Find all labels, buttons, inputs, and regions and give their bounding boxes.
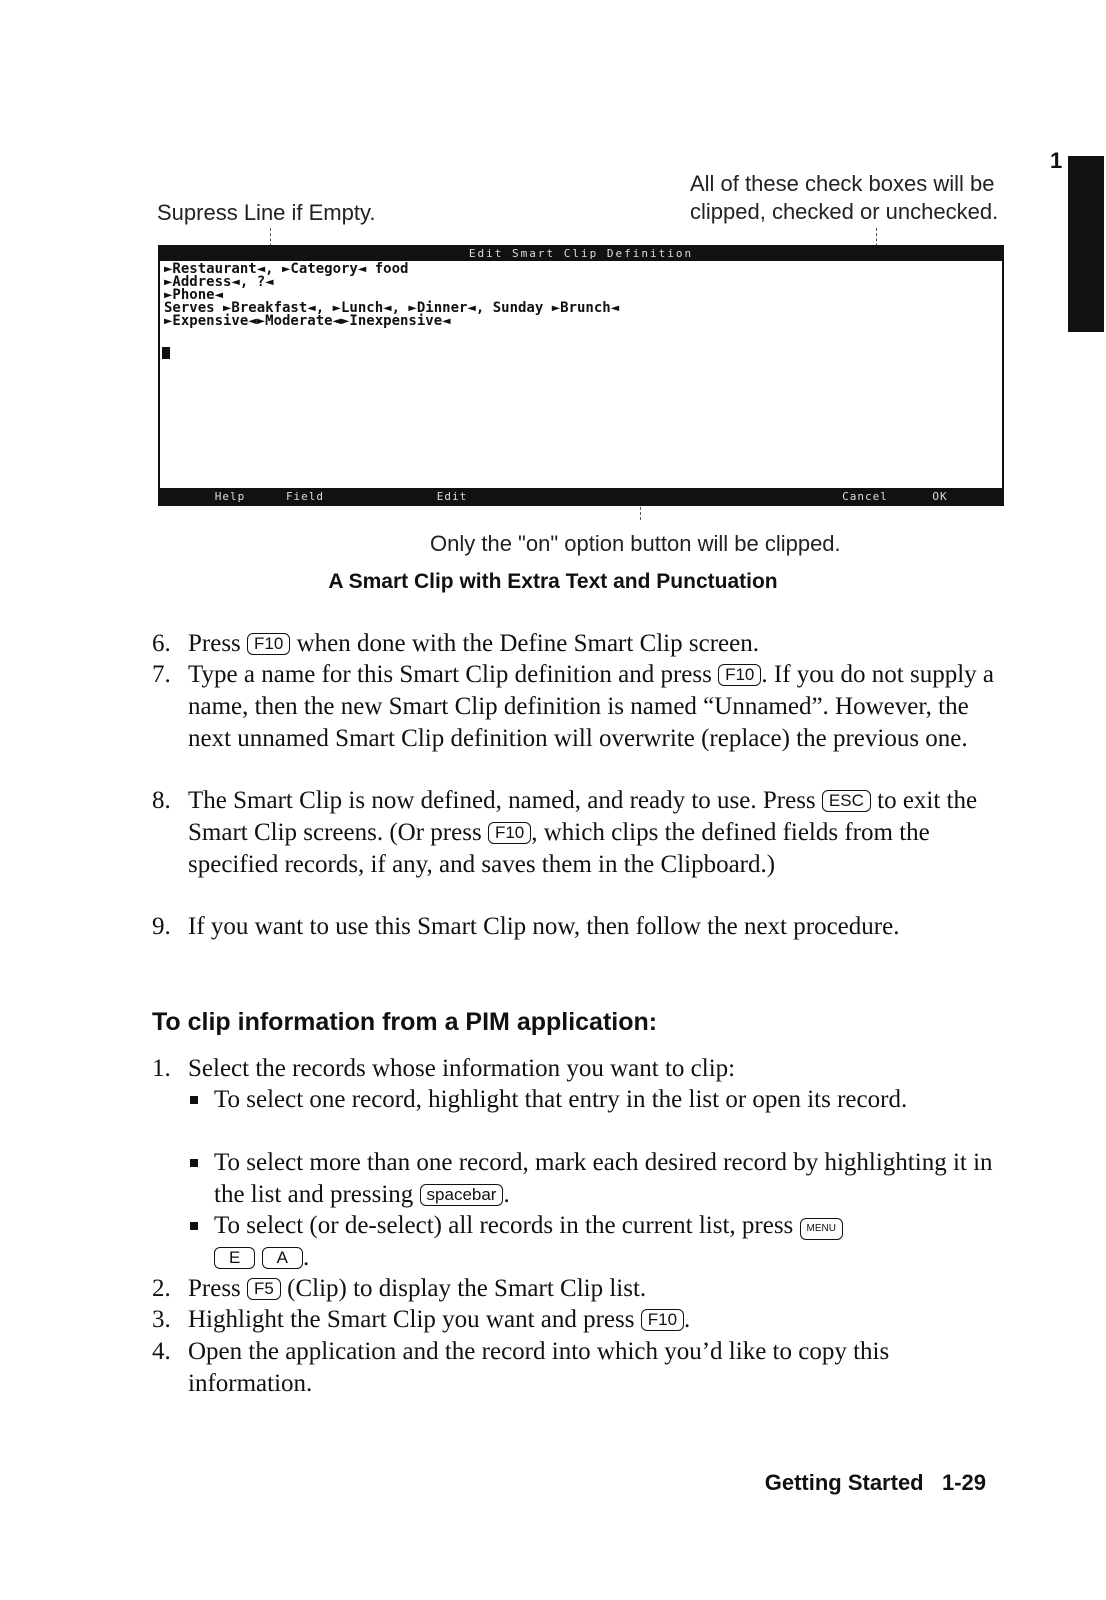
bullet-item: To select one record, highlight that entry in the list or open its record. <box>190 1084 1010 1116</box>
bullet-item: To select (or de-select) all records in the current list, press MENU E A . <box>190 1210 1010 1274</box>
section-heading: To clip information from a PIM application: <box>152 1008 658 1036</box>
f5-key: F5 <box>247 1278 281 1300</box>
chapter-number: 1 <box>1050 148 1063 173</box>
function-key-bar <box>160 488 1002 504</box>
step-number: 1. <box>152 1055 171 1082</box>
screen-line: ►Expensive◄►Moderate◄►Inexpensive◄ <box>164 313 451 329</box>
step-number: 2. <box>152 1275 171 1302</box>
f10-key: F10 <box>641 1309 684 1331</box>
f10-ok-key[interactable]: OK <box>932 490 948 503</box>
callout-check-boxes: All of these check boxes will be clipped, checked or unchecked. <box>690 171 999 224</box>
menu-key: MENU <box>800 1218 843 1240</box>
f1-help-key[interactable]: Help <box>214 490 246 503</box>
proc-step-1: 1. Select the records whose information you want to clip: <box>152 1053 1012 1085</box>
f2-field-key[interactable]: Field <box>285 490 325 503</box>
step-9: 9. If you want to use this Smart Clip now, then follow the next procedure. <box>152 911 1012 943</box>
e-key: E <box>214 1247 255 1269</box>
step-7: 7. Type a name for this Smart Clip definition and press F10 . If you do not supply a name, then the new Smart Clip definition is named “Unnamed”. However, the next unnamed Smart Clip definition will overwrite (replace) the previous one. <box>152 661 995 752</box>
step-8: 8. The Smart Clip is now defined, named, and ready to use. Press ESC to exit the Smart Clip screens. (Or press F10 , which clips the defined fields from the specified records, if any, and saves them in the Clipboard.) <box>152 787 978 878</box>
text-cursor <box>162 347 170 359</box>
proc-step-4: 4. Open the application and the record into which you’d like to copy this information. <box>152 1338 890 1397</box>
screen-title: Edit Smart Clip Definition <box>160 247 1002 261</box>
screen-line: Serves ►Breakfast◄, ►Lunch◄, ►Dinner◄, Sunday ►Brunch◄ <box>164 300 620 316</box>
step-number: 3. <box>152 1306 171 1333</box>
chapter-tab-bar <box>1068 156 1104 332</box>
f10-key: F10 <box>247 633 290 655</box>
f9-cancel-key[interactable]: Cancel <box>842 490 888 503</box>
spacebar-key: spacebar <box>420 1184 504 1206</box>
bullet-icon <box>190 1159 198 1167</box>
a-key: A <box>262 1247 303 1269</box>
f10-key: F10 <box>488 822 531 844</box>
callout-option-button: Only the "on" option button will be clipped. <box>430 531 841 556</box>
smart-clip-screen <box>158 245 1004 506</box>
screen-line: ►Address◄, ?◄ <box>164 274 274 290</box>
proc-step-2: 2. Press F5 (Clip) to display the Smart Clip list. <box>152 1273 1012 1305</box>
step-number: 9. <box>152 913 171 940</box>
esc-key: ESC <box>822 790 871 812</box>
bullet-icon <box>190 1096 198 1104</box>
step-number: 4. <box>152 1338 171 1365</box>
proc-step-3: 3. Highlight the Smart Clip you want and press F10 . <box>152 1304 1012 1336</box>
step-number: 7. <box>152 661 171 688</box>
screen-line: ►Restaurant◄, ►Category◄ food <box>164 261 409 277</box>
figure-caption: A Smart Clip with Extra Text and Punctuation <box>328 570 778 593</box>
bullet-icon <box>190 1222 198 1230</box>
step-number: 8. <box>152 787 171 814</box>
screen-line: ►Phone◄ <box>164 287 224 303</box>
page-footer: Getting Started 1-29 <box>764 1470 986 1495</box>
f4-edit-key[interactable]: Edit <box>436 490 468 503</box>
step-number: 6. <box>152 630 171 657</box>
step-6: 6. Press F10 when done with the Define Smart Clip screen. <box>152 628 1012 660</box>
bullet-item: To select more than one record, mark each desired record by highlighting it in the list and pressing spacebar . <box>190 1147 1010 1211</box>
callout-suppress-line: Supress Line if Empty. <box>157 200 376 225</box>
f10-key: F10 <box>718 664 761 686</box>
